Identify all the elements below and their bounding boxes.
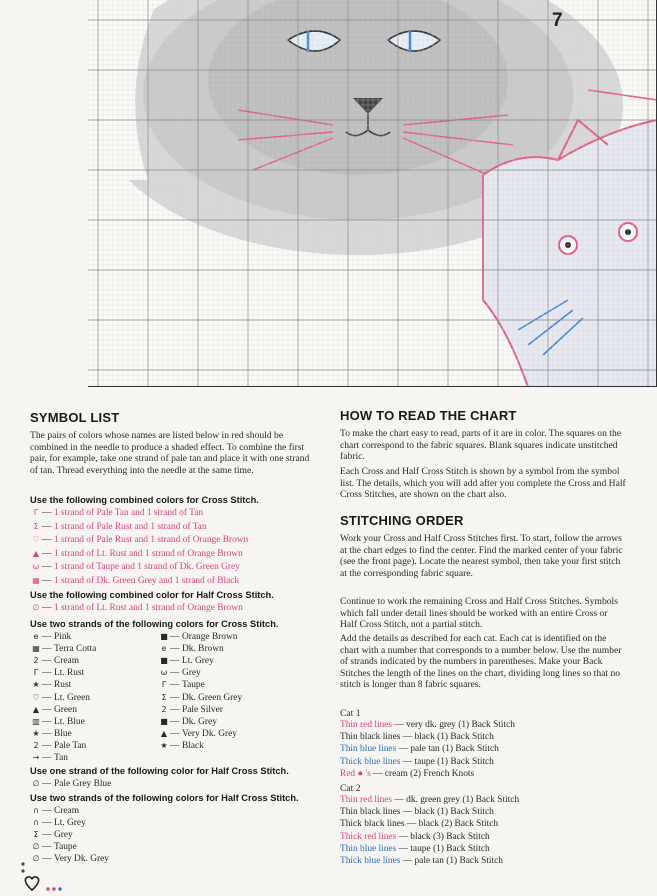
symbol-row [30,667,84,679]
stitch-symbol-icon: ★ [32,728,40,738]
symbol-row [30,575,239,587]
symbol-row [30,679,71,691]
stitch-symbol-icon: ▥ [32,716,40,726]
symbol-row [30,631,71,643]
separator-dash: — [42,830,52,841]
separator-dash: — [42,740,52,751]
detail-instruction: — black (2) Back Stitch [404,819,499,830]
stitch-symbol-icon: Σ [33,830,39,840]
stitch-symbol-icon: ■ [160,656,168,666]
separator-dash: — [170,644,180,655]
cross-stitch-chart [88,0,657,387]
separator-dash: — [42,806,52,816]
stitch-symbol-icon: 2 [161,704,167,714]
symbol-row [158,631,237,643]
two-strands-half-heading: Use two strands of the following colors for Half Cross Stitch. [30,793,299,803]
stitch-symbol-icon: ★ [32,680,40,690]
symbol-label: Pale Grey Blue [54,779,112,789]
stitching-order-paragraph-3: Add the details as described for each cat. Each cat is identified on the chart with a number that corresponds to a number below. Use the number of strands indicated by the numbers in parentheses. Make your Back Stitches the length of the lines on the chart, dividing long lines so that no stitch is longer than 8 fabric squares. [340,633,622,690]
symbol-label: Pale Silver [182,704,223,715]
symbol-row [30,548,243,560]
detail-instruction: — black (3) Back Stitch [396,831,490,842]
symbol-row [158,704,223,716]
stitch-symbol-icon: ∩ [33,818,39,828]
detail-instruction: — black (1) Back Stitch [400,732,494,743]
symbol-row [158,692,242,704]
back-stitch-detail-row [340,844,490,855]
back-stitch-detail-row [340,744,499,755]
back-stitch-detail-row [340,795,519,806]
detail-instruction: — very dk. grey (1) Back Stitch [392,720,515,730]
symbol-row [30,655,79,667]
symbol-row [30,805,79,817]
separator-dash: — [42,668,52,679]
stitch-symbol-icon: ∅ [32,842,40,852]
stitching-order-paragraph-2: Continue to work the remaining Cross and Half Cross Stitches. Symbols which fall under detail lines should be worked with an entire Cross or Half Cross Stitch, not a partial stitch. [340,596,618,630]
detail-instruction: — pale tan (1) Back Stitch [396,744,499,755]
separator-dash: — [42,854,52,865]
separator-dash: — [42,644,52,655]
back-stitch-detail-row [340,732,494,743]
symbol-label: Lt. Green [54,692,90,703]
symbol-label: Pale Tan [54,740,87,751]
back-stitch-detail-row [340,856,503,867]
symbol-label: Blue [54,728,72,739]
separator-dash: — [170,692,180,703]
symbol-row [30,692,90,704]
stitch-symbol-icon: → [32,753,40,762]
symbol-row [30,728,72,740]
stitch-symbol-icon: ♡ [32,535,40,544]
separator-dash: — [42,632,52,642]
chart-graphic [88,0,657,387]
separator-dash: — [42,753,52,763]
separator-dash: — [42,535,52,545]
stitching-order-paragraph-1: Work your Cross and Half Cross Stitches first. To start, follow the arrows at the chart edges to find the center. Find the marked center of your fabric (see the front page). Locate the nearest symbol, then take your first stitch at the corresponding fabric square. [340,533,623,579]
stitch-symbol-icon: 2 [33,656,39,666]
symbol-label: Very Dk. Grey [182,728,237,739]
detail-line-type: Thin black lines [340,807,401,818]
symbol-label: Dk. Grey [182,716,217,727]
symbol-row [158,740,204,752]
symbol-row [30,643,96,655]
symbol-row [158,667,201,679]
separator-dash: — [42,656,52,667]
separator-dash: — [42,779,52,789]
stitch-symbol-icon: ▲ [32,548,40,558]
detail-line-type: Thick red lines [340,831,397,842]
symbol-label: Taupe [54,842,77,853]
back-stitch-detail-row [340,807,494,818]
symbol-label: Grey [182,668,201,679]
symbol-label: Dk. Brown [182,644,224,655]
stitch-symbol-icon: ∅ [32,854,40,864]
symbol-row [30,817,86,829]
stitching-order-title: STITCHING ORDER [340,513,464,528]
separator-dash: — [170,668,180,679]
separator-dash: — [42,680,52,691]
stitch-symbol-icon: e [33,632,39,641]
detail-line-type: Thick blue lines [340,856,401,866]
symbol-label: Green [54,704,77,715]
how-to-read-paragraph-1: To make the chart easy to read, parts of it are in color. The squares on the chart correspond to the fabric squares. Blank squares indicate unstitched fabric. [340,428,622,462]
separator-dash: — [42,508,52,518]
symbol-label: 1 strand of Dk. Green Grey and 1 strand of Black [54,575,240,586]
symbol-row [30,716,85,728]
stitch-symbol-icon: ▦ [32,575,40,585]
separator-dash: — [170,728,180,739]
symbol-row [30,521,207,533]
symbol-label: Rust [54,680,72,691]
symbol-label: 1 strand of Taupe and 1 strand of Dk. Green Grey [54,562,240,572]
stitch-symbol-icon: ■ [160,632,168,641]
separator-dash: — [42,716,52,727]
symbol-row [30,829,73,841]
stitch-symbol-icon: ω [32,562,40,571]
symbol-label: Taupe [182,680,205,691]
chart-page-number: 7 [552,10,563,31]
cat2-heading: Cat 2 [340,783,361,794]
detail-instruction: — taupe (1) Back Stitch [396,843,490,854]
stitch-symbol-icon: Σ [33,521,39,531]
separator-dash: — [42,692,52,703]
decorative-dots-heart-icon [18,858,70,896]
back-stitch-detail-row [340,720,515,731]
symbol-label: Pink [54,632,72,642]
stitch-symbol-icon: ∅ [32,779,40,788]
separator-dash: — [42,562,52,572]
detail-line-type: Red ● 's [340,768,371,779]
separator-dash: — [42,575,52,586]
back-stitch-detail-row [340,769,474,780]
stitch-symbol-icon: ♡ [32,692,40,702]
stitch-symbol-icon: Γ [161,680,167,690]
combined-cross-heading: Use the following combined colors for Cross Stitch. [30,495,259,505]
symbol-row [30,534,248,546]
separator-dash: — [42,548,52,559]
symbol-list-intro: The pairs of colors whose names are listed below in red should be combined in the needle to produce a shaded effect. To combine the first pair, for example, take one strand of pale tan and place it with one strand of tan. Thread everything into the needle at the same time. [30,430,310,476]
detail-line-type: Thin red lines [340,795,393,805]
back-stitch-detail-row [340,832,490,843]
stitch-symbol-icon: 2 [33,740,39,750]
symbol-row [30,704,77,716]
separator-dash: — [170,632,180,642]
detail-line-type: Thin blue lines [340,843,397,854]
separator-dash: — [170,740,180,751]
symbol-label: Cream [54,656,79,667]
symbol-label: Very Dk. Grey [54,854,109,865]
detail-line-type: Thick blue lines [340,756,401,767]
detail-instruction: — pale tan (1) Back Stitch [400,856,503,866]
symbol-label: Lt. Grey [182,656,214,667]
symbol-label: 1 strand of Pale Rust and 1 strand of Orange Brown [54,535,249,545]
two-strands-cross-heading: Use two strands of the following colors for Cross Stitch. [30,619,279,629]
symbol-label: 1 strand of Pale Rust and 1 strand of Tan [54,521,207,532]
symbol-row [158,655,214,667]
symbol-row [30,602,243,614]
separator-dash: — [170,716,180,727]
symbol-label: Black [182,740,204,751]
symbol-row [30,561,240,573]
detail-line-type: Thin blue lines [340,744,397,755]
symbol-row [158,728,237,740]
symbol-row [30,740,86,752]
symbol-row [30,507,203,519]
stitch-symbol-icon: Γ [33,668,39,678]
stitch-symbol-icon: ▲ [160,728,168,738]
symbol-label: Dk. Green Grey [182,692,243,703]
stitch-symbol-icon: ∩ [33,806,39,815]
symbol-list-title: SYMBOL LIST [30,410,120,425]
separator-dash: — [170,680,180,691]
combined-half-heading: Use the following combined color for Half Cross Stitch. [30,590,274,600]
back-stitch-detail-row [340,757,494,768]
back-stitch-detail-row [340,819,498,830]
detail-line-type: Thick black lines [340,819,405,830]
stitch-symbol-icon: ▦ [32,644,40,654]
detail-instruction: — cream (2) French Knots [370,768,475,779]
symbol-label: Terra Cotta [54,644,97,655]
separator-dash: — [42,842,52,853]
detail-instruction: — dk. green grey (1) Back Stitch [392,795,520,805]
stitch-symbol-icon: Γ [33,508,39,517]
symbol-label: Lt. Grey [54,818,86,829]
stitch-symbol-icon: e [161,644,167,654]
symbol-label: Grey [54,830,73,841]
cat1-heading: Cat 1 [340,708,361,719]
symbol-label: Lt. Rust [54,668,85,679]
how-to-read-paragraph-2: Each Cross and Half Cross Stitch is shown by a symbol from the symbol list. The details, which you will add after you complete the Cross and Half Cross Stitches, are shown on the chart also. [340,466,626,500]
detail-line-type: Thin red lines [340,720,393,730]
symbol-label: Tan [54,753,68,763]
separator-dash: — [42,704,52,715]
stitch-symbol-icon: ■ [160,716,168,726]
symbol-row [158,716,217,728]
symbol-label: Cream [54,806,79,816]
detail-instruction: — taupe (1) Back Stitch [400,756,494,767]
how-to-read-title: HOW TO READ THE CHART [340,408,517,423]
symbol-row [158,679,205,691]
symbol-label: Orange Brown [182,632,238,642]
detail-instruction: — black (1) Back Stitch [400,807,494,818]
separator-dash: — [170,656,180,667]
separator-dash: — [42,728,52,739]
symbol-label: 1 strand of Pale Tan and 1 strand of Tan [54,508,204,518]
symbol-row [30,841,77,853]
symbol-label: Lt. Blue [54,716,85,727]
one-strand-half-heading: Use one strand of the following color for Half Cross Stitch. [30,766,289,776]
stitch-symbol-icon: Σ [161,692,167,702]
separator-dash: — [42,818,52,829]
stitch-symbol-icon: ω [160,668,168,678]
symbol-row [158,643,224,655]
separator-dash: — [42,603,52,613]
separator-dash: — [170,704,180,715]
detail-line-type: Thin black lines [340,732,401,743]
separator-dash: — [42,521,52,532]
symbol-label: 1 strand of Lt. Rust and 1 strand of Orange Brown [54,603,243,613]
symbol-label: 1 strand of Lt. Rust and 1 strand of Orange Brown [54,548,243,559]
stitch-symbol-icon: ∅ [32,603,40,612]
symbol-row [30,778,111,790]
stitch-symbol-icon: ▲ [32,704,40,714]
stitch-symbol-icon: ★ [160,740,168,750]
symbol-row [30,752,68,764]
